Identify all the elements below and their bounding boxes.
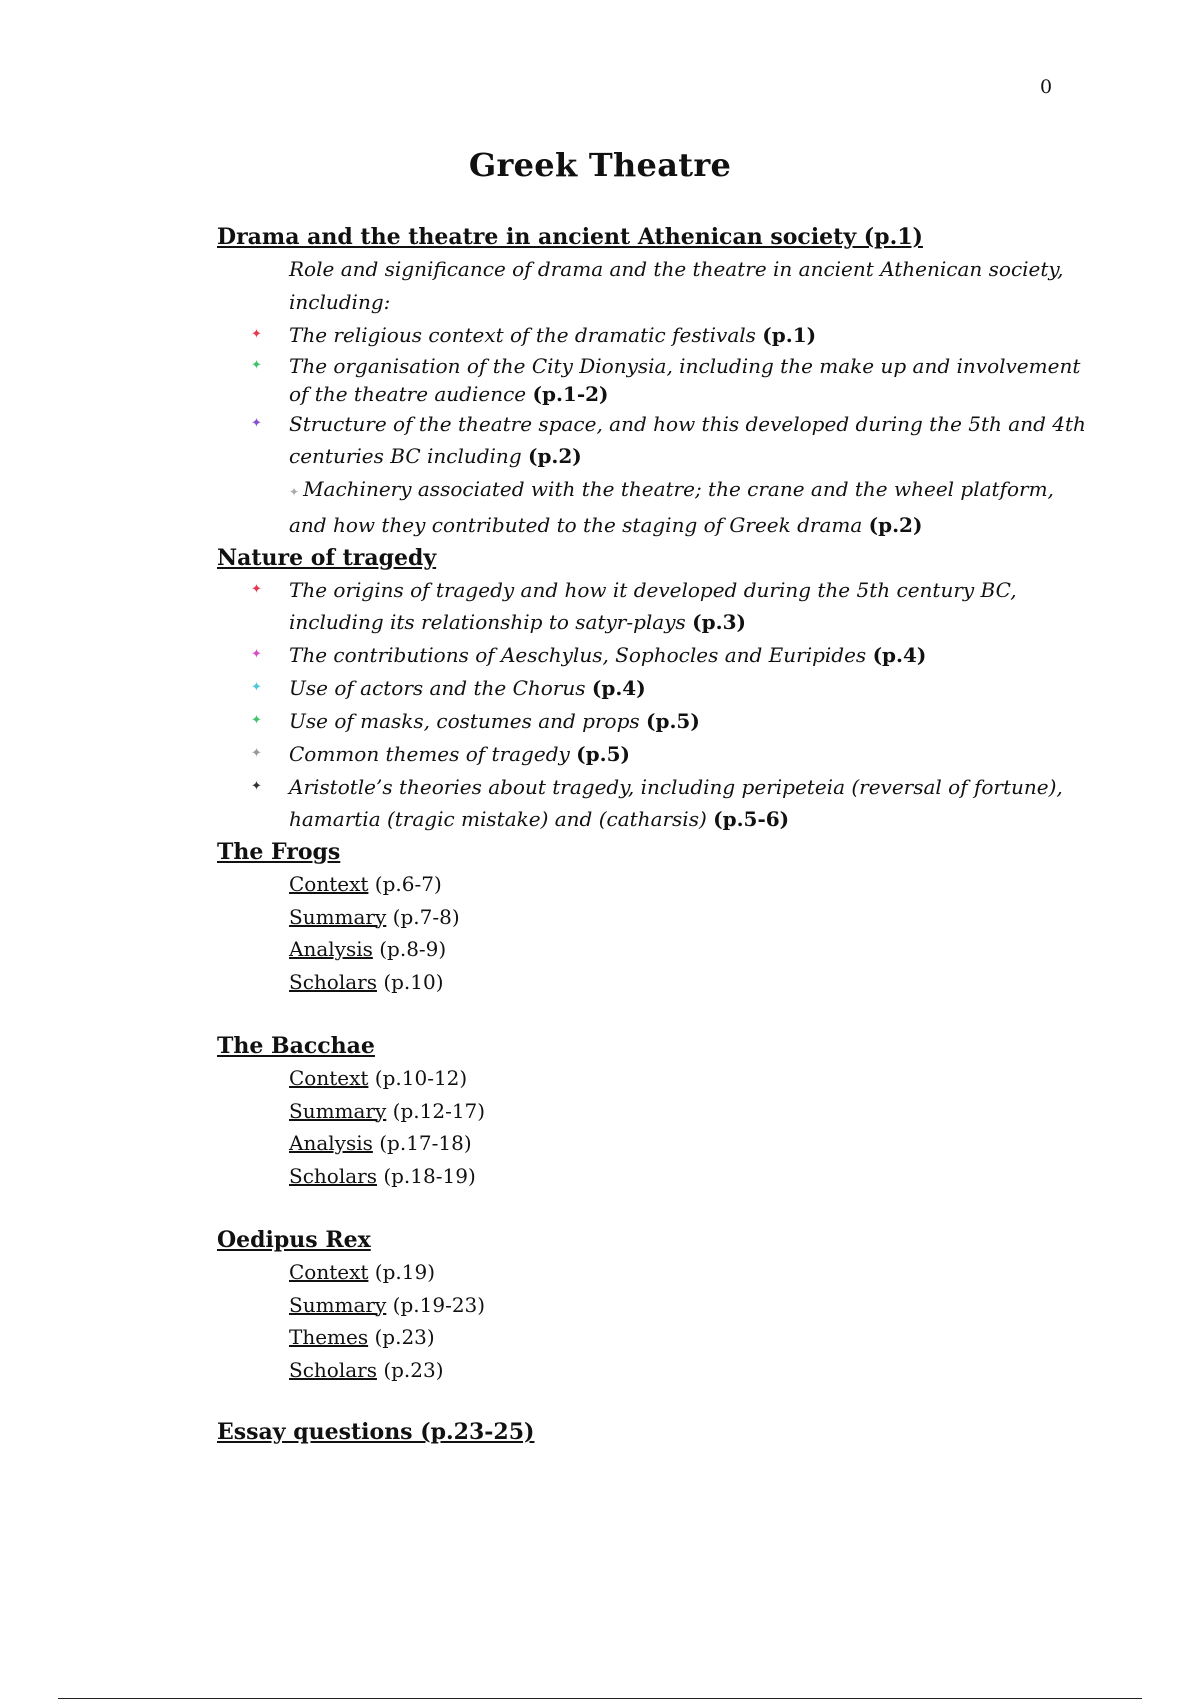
list-item [289, 1160, 1097, 1193]
page-range: (p.6-7) [368, 872, 442, 896]
page-ref: (p.4) [872, 643, 927, 667]
list-item [289, 901, 1097, 934]
section-the-frogs [217, 836, 1097, 998]
page-number: 0 [1040, 76, 1053, 98]
item-text: Common themes of tragedy [289, 742, 577, 766]
section-heading: Oedipus Rex [217, 1227, 371, 1253]
small-star-bullet-icon: ✦ [289, 485, 300, 499]
star-bullet-icon: ✦ [251, 647, 262, 662]
page-ref: (p.4) [591, 676, 646, 700]
star-bullet-icon: ✦ [251, 327, 262, 342]
page-ref: (p.1-2) [532, 382, 609, 406]
section-heading: Drama and the theatre in ancient Athenican society (p.1) [217, 224, 923, 250]
link-list [289, 1256, 1097, 1386]
list-item [289, 1127, 1097, 1160]
list-item [251, 738, 1097, 771]
page-ref: (p.3) [692, 610, 746, 634]
content-link[interactable]: Summary [289, 1098, 387, 1123]
essay-questions-heading: Essay questions (p.23-25) [217, 1419, 535, 1445]
page-ref: (p.5-6) [713, 807, 790, 831]
document-title: Greek Theatre [468, 146, 732, 184]
list-item [251, 771, 1097, 836]
link-list [289, 868, 1097, 998]
page-range: (p.10-12) [368, 1066, 468, 1090]
content-link[interactable]: Analysis [289, 937, 373, 961]
page-range: (p.8-9) [372, 937, 447, 961]
list-item [251, 672, 1097, 705]
list-item [289, 1095, 1097, 1128]
bullet-list [217, 574, 1097, 836]
section-heading: The Bacchae [217, 1033, 375, 1059]
list-item [251, 319, 1097, 352]
section-nature-of-tragedy [217, 542, 1097, 836]
content-link[interactable]: Summary [289, 1292, 387, 1317]
page-range: (p.19) [368, 1260, 435, 1284]
item-text: The organisation of the City Dionysia, including the make up and involvement of the theatre audience [289, 354, 1081, 406]
section-drama-theatre [217, 221, 1097, 542]
list-item [289, 1289, 1097, 1322]
page-ref: (p.2) [527, 444, 582, 468]
star-bullet-icon: ✦ [251, 416, 262, 431]
item-text: Use of actors and the Chorus [289, 676, 592, 700]
page-range: (p.10) [376, 969, 444, 994]
page-ref: (p.5) [646, 709, 700, 733]
page-ref: (p.5) [576, 742, 630, 766]
page-range: (p.12-17) [386, 1098, 486, 1123]
list-item [251, 408, 1097, 473]
document-body [217, 221, 1097, 1448]
star-bullet-icon: ✦ [251, 680, 262, 695]
section-oedipus-rex [217, 1224, 1097, 1386]
footer-divider [58, 1698, 1142, 1699]
content-link[interactable]: Scholars [289, 969, 377, 994]
item-text: The contributions of Aeschylus, Sophocles and Euripides [289, 643, 873, 667]
list-item [251, 352, 1097, 408]
content-link[interactable]: Scholars [289, 1163, 377, 1188]
list-item [251, 705, 1097, 738]
spacer [217, 998, 1097, 1030]
content-link[interactable]: Themes [289, 1325, 369, 1349]
star-bullet-icon: ✦ [251, 713, 262, 728]
list-item [289, 868, 1097, 901]
page-range: (p.17-18) [372, 1131, 472, 1155]
content-link[interactable]: Context [289, 1066, 369, 1090]
page-range: (p.7-8) [386, 904, 460, 929]
item-text: Use of masks, costumes and props [289, 709, 647, 733]
item-text: Aristotle’s theories about tragedy, including peripeteia (reversal of fortune), hamartia (tragic mistake) and (catharsis) [289, 775, 1063, 831]
bullet-list [217, 319, 1097, 473]
list-item [289, 933, 1097, 966]
spacer [217, 1192, 1097, 1224]
list-item [251, 639, 1097, 672]
star-bullet-icon: ✦ [251, 582, 262, 597]
item-text: Machinery associated with the theatre; the crane and the wheel platform, and how they contributed to the staging of Greek drama [289, 477, 1054, 537]
section-intro: Role and significance of drama and the theatre in ancient Athenican society, including: [289, 257, 1064, 314]
link-list [289, 1062, 1097, 1192]
section-heading: The Frogs [217, 839, 341, 865]
list-item [251, 574, 1097, 639]
page-range: (p.18-19) [376, 1163, 476, 1188]
list-item [289, 1062, 1097, 1095]
list-item [289, 966, 1097, 999]
star-bullet-icon: ✦ [251, 358, 262, 373]
list-item [289, 1354, 1097, 1387]
item-text: The origins of tragedy and how it developed during the 5th century BC, including its relationship to satyr-plays [289, 578, 1017, 634]
page-range: (p.23) [368, 1325, 435, 1349]
item-text: Structure of the theatre space, and how this developed during the 5th and 4th centuries BC including [289, 412, 1086, 468]
page-ref: (p.2) [868, 513, 923, 537]
section-heading: Nature of tragedy [217, 545, 437, 571]
content-link[interactable]: Context [289, 1260, 369, 1284]
sub-bullet-item [289, 473, 1097, 542]
section-the-bacchae [217, 1030, 1097, 1192]
content-link[interactable]: Context [289, 872, 369, 896]
page-ref: (p.1) [762, 323, 817, 347]
list-item [289, 1321, 1097, 1354]
content-link[interactable]: Scholars [289, 1357, 377, 1382]
page-range: (p.23) [376, 1357, 444, 1382]
star-bullet-icon: ✦ [251, 779, 262, 794]
list-item [289, 1256, 1097, 1289]
item-text: The religious context of the dramatic festivals [289, 323, 763, 347]
content-link[interactable]: Analysis [289, 1131, 373, 1155]
content-link[interactable]: Summary [289, 904, 387, 929]
page-range: (p.19-23) [386, 1292, 486, 1317]
star-bullet-icon: ✦ [251, 746, 262, 761]
